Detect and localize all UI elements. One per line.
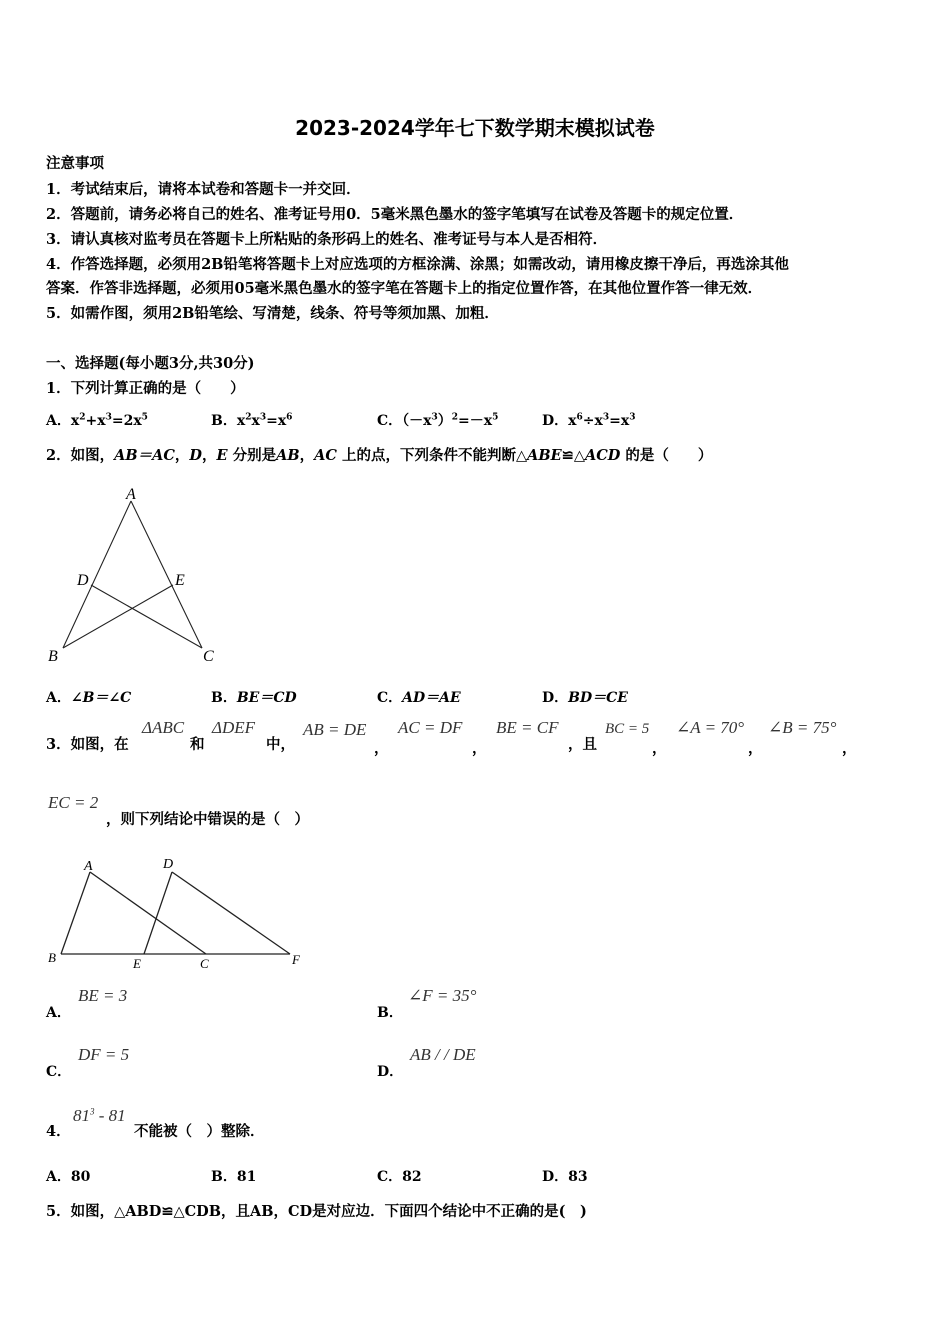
q3-label-e: E — [133, 956, 141, 971]
q3-in: 中， — [266, 736, 295, 753]
q3-line-ba — [61, 872, 90, 954]
q3-and: 和 — [190, 736, 205, 753]
q3-option-b: ∠F = 35° — [408, 986, 477, 1005]
q3-option-d-label: D． — [377, 1064, 404, 1080]
q3-option-c: DF = 5 — [78, 1045, 130, 1064]
q1-option-c: C．$(-x^3)^2=-x^5$ — [377, 412, 499, 429]
q3-tail: ，则下列结论中错误的是（ ） — [106, 811, 309, 828]
q3-comma-2: ， — [472, 740, 487, 757]
page-title: 2023-2024学年七下数学期末模拟试卷 — [295, 116, 655, 140]
q2-line-eb — [63, 585, 173, 648]
q3-cond-be-cf: BE = CF — [496, 718, 559, 737]
q2-line-dc — [91, 585, 202, 648]
notice-item-2: 2．答题前，请务必将自己的姓名、准考证号用0．5毫米黑色墨水的签字笔填写在试卷及答题卡的规定位置． — [46, 206, 744, 223]
q2-line-ab — [63, 501, 131, 648]
q3-option-a: BE = 3 — [78, 986, 128, 1005]
q3-comma-1: ， — [374, 740, 389, 757]
q2-label-c: C — [203, 648, 214, 665]
q2-stem: 2．如图，AB＝AC，D，E 分别是AB，AC 上的点，下列条件不能判断△ABE≌△ACD 的是（ ） — [46, 447, 713, 464]
q1-stem: 1．下列计算正确的是（ ） — [46, 380, 245, 397]
q4-option-a: A．80 — [46, 1169, 91, 1185]
q3-cond-bc: BC = 5 — [605, 721, 650, 737]
q3-label-d: D — [163, 857, 174, 872]
q3-option-a-label: A． — [46, 1005, 71, 1021]
notice-heading: 注意事项 — [46, 156, 104, 172]
q3-comma-5: ， — [842, 740, 857, 757]
q1-option-b: B．$x^2x^3=x^6$ — [211, 412, 293, 429]
q4-option-c: C．82 — [377, 1169, 422, 1185]
q4-option-b: B．81 — [211, 1169, 257, 1185]
q4-tail: 不能被（ ）整除． — [134, 1123, 265, 1140]
q4-expression: $81^3 - 81$ — [73, 1106, 126, 1125]
q5-stem: 5．如图，△ABD≌△CDB，且AB，CD是对应边．下面四个结论中不正确的是( ) — [46, 1203, 587, 1220]
q2-option-a: A．∠B＝∠C — [46, 690, 132, 706]
q4-prefix: 4． — [46, 1123, 71, 1140]
q3-prefix: 3．如图，在 — [46, 736, 129, 753]
q3-option-d: AB / / DE — [410, 1045, 476, 1064]
q3-cond-angle-b: ∠B = 75° — [768, 718, 837, 737]
notice-item-1: 1．考试结束后，请将本试卷和答题卡一并交回． — [46, 181, 361, 198]
q2-option-c: C．AD＝AE — [377, 690, 461, 706]
q3-cond-ac-df: AC = DF — [398, 718, 463, 737]
q3-option-c-label: C． — [46, 1064, 72, 1080]
q2-label-b: B — [48, 648, 58, 665]
q3-triangle-abc: ΔABC — [142, 718, 185, 737]
notice-item-4-cont: 答案．作答非选择题，必须用05毫米黑色墨水的签字笔在答题卡上的指定位置作答，在其他位置作答一律无效． — [46, 280, 763, 297]
q3-comma-4: ， — [748, 740, 763, 757]
q2-triangle-figure — [44, 484, 224, 666]
q2-label-a: A — [126, 486, 136, 503]
q3-option-b-label: B． — [377, 1005, 403, 1021]
notice-item-3: 3．请认真核对监考员在答题卡上所粘贴的条形码上的姓名、准考证号与本人是否相符． — [46, 231, 608, 248]
q2-label-e: E — [175, 572, 185, 589]
q2-label-d: D — [77, 572, 89, 589]
q3-cond-ab-de: AB = DE — [303, 720, 367, 739]
notice-item-5: 5．如需作图，须用2B铅笔绘、写清楚，线条、符号等须加黑、加粗． — [46, 305, 499, 322]
q3-cond-angle-a: ∠A = 70° — [676, 718, 745, 737]
q2-option-b: B．BE＝CD — [211, 690, 297, 706]
q3-and-2: ，且 — [568, 736, 597, 753]
q3-label-b: B — [48, 950, 56, 965]
q2-line-ac — [131, 501, 202, 648]
section-heading: 一、选择题(每小题3分,共30分) — [46, 355, 255, 372]
q1-option-d: D．$x^6\div x^3=x^3$ — [542, 412, 636, 429]
q3-triangles-figure — [46, 852, 308, 972]
q3-comma-3: ， — [652, 740, 667, 757]
q3-label-a: A — [84, 859, 93, 874]
notice-item-4: 4．作答选择题，必须用2B铅笔将答题卡上对应选项的方框涂满、涂黑；如需改动，请用橡皮擦干净后，再选涂其他 — [46, 256, 789, 273]
q3-cond-ec: EC = 2 — [48, 793, 99, 812]
q1-option-a: A．$x^2+x^3=2x^5$ — [46, 412, 148, 429]
q3-label-f: F — [292, 952, 300, 967]
q3-triangle-def: ΔDEF — [212, 718, 256, 737]
q3-label-c: C — [200, 956, 209, 971]
q2-option-d: D．BD＝CE — [542, 690, 628, 706]
q4-option-d: D．83 — [542, 1169, 588, 1185]
